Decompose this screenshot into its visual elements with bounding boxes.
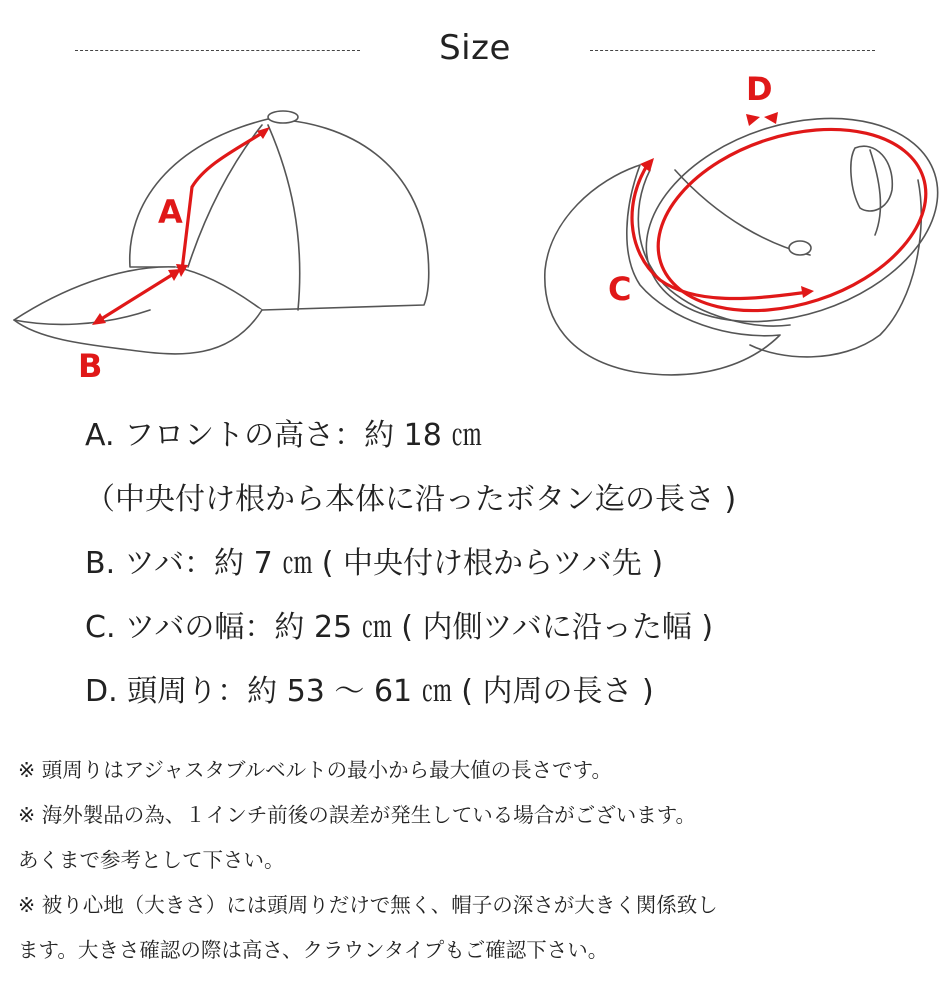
label-d: D [746, 70, 773, 108]
cap-underside-illustration [520, 60, 940, 390]
spec-brim-width: C. ツバの幅：約 25 ㎝ ( 内側ツバに沿った幅 ) [85, 610, 714, 645]
label-c: C [608, 270, 632, 308]
note-fit-depth: ※ 被り心地（大きさ）には頭周りだけで無く、帽子の深さが大きく関係致し [18, 893, 718, 917]
cap-underside-outline [545, 83, 940, 375]
spec-front-height: A. フロントの高さ：約 18 ㎝ [85, 418, 482, 453]
spec-head-circumference: D. 頭周り：約 53 ～ 61 ㎝ ( 内周の長さ ) [85, 674, 654, 709]
notes-section [18, 748, 718, 973]
note-fit-check: ます。大きさ確認の際は高さ、クラウンタイプもご確認下さい。 [18, 938, 609, 962]
note-measurement-error: ※ 海外製品の為、１インチ前後の誤差が発生している場合がございます。 [18, 803, 697, 827]
spec-brim-length: B. ツバ：約 7 ㎝ ( 中央付け根からツバ先 ) [85, 546, 664, 581]
size-spec-list [85, 410, 736, 730]
spec-front-height-note: （中央付け根から本体に沿ったボタン迄の長さ ) [85, 482, 737, 517]
cap-side-outline [14, 111, 429, 354]
header-divider-right [590, 50, 875, 51]
note-reference-only: あくまで参考として下さい。 [18, 848, 285, 872]
label-b: B [78, 347, 103, 385]
section-title: Size [439, 28, 511, 68]
cap-side-view-illustration [0, 95, 450, 395]
label-a: A [158, 193, 183, 231]
note-adjustable-belt: ※ 頭周りはアジャスタブルベルトの最小から最大値の長さです。 [18, 758, 613, 782]
